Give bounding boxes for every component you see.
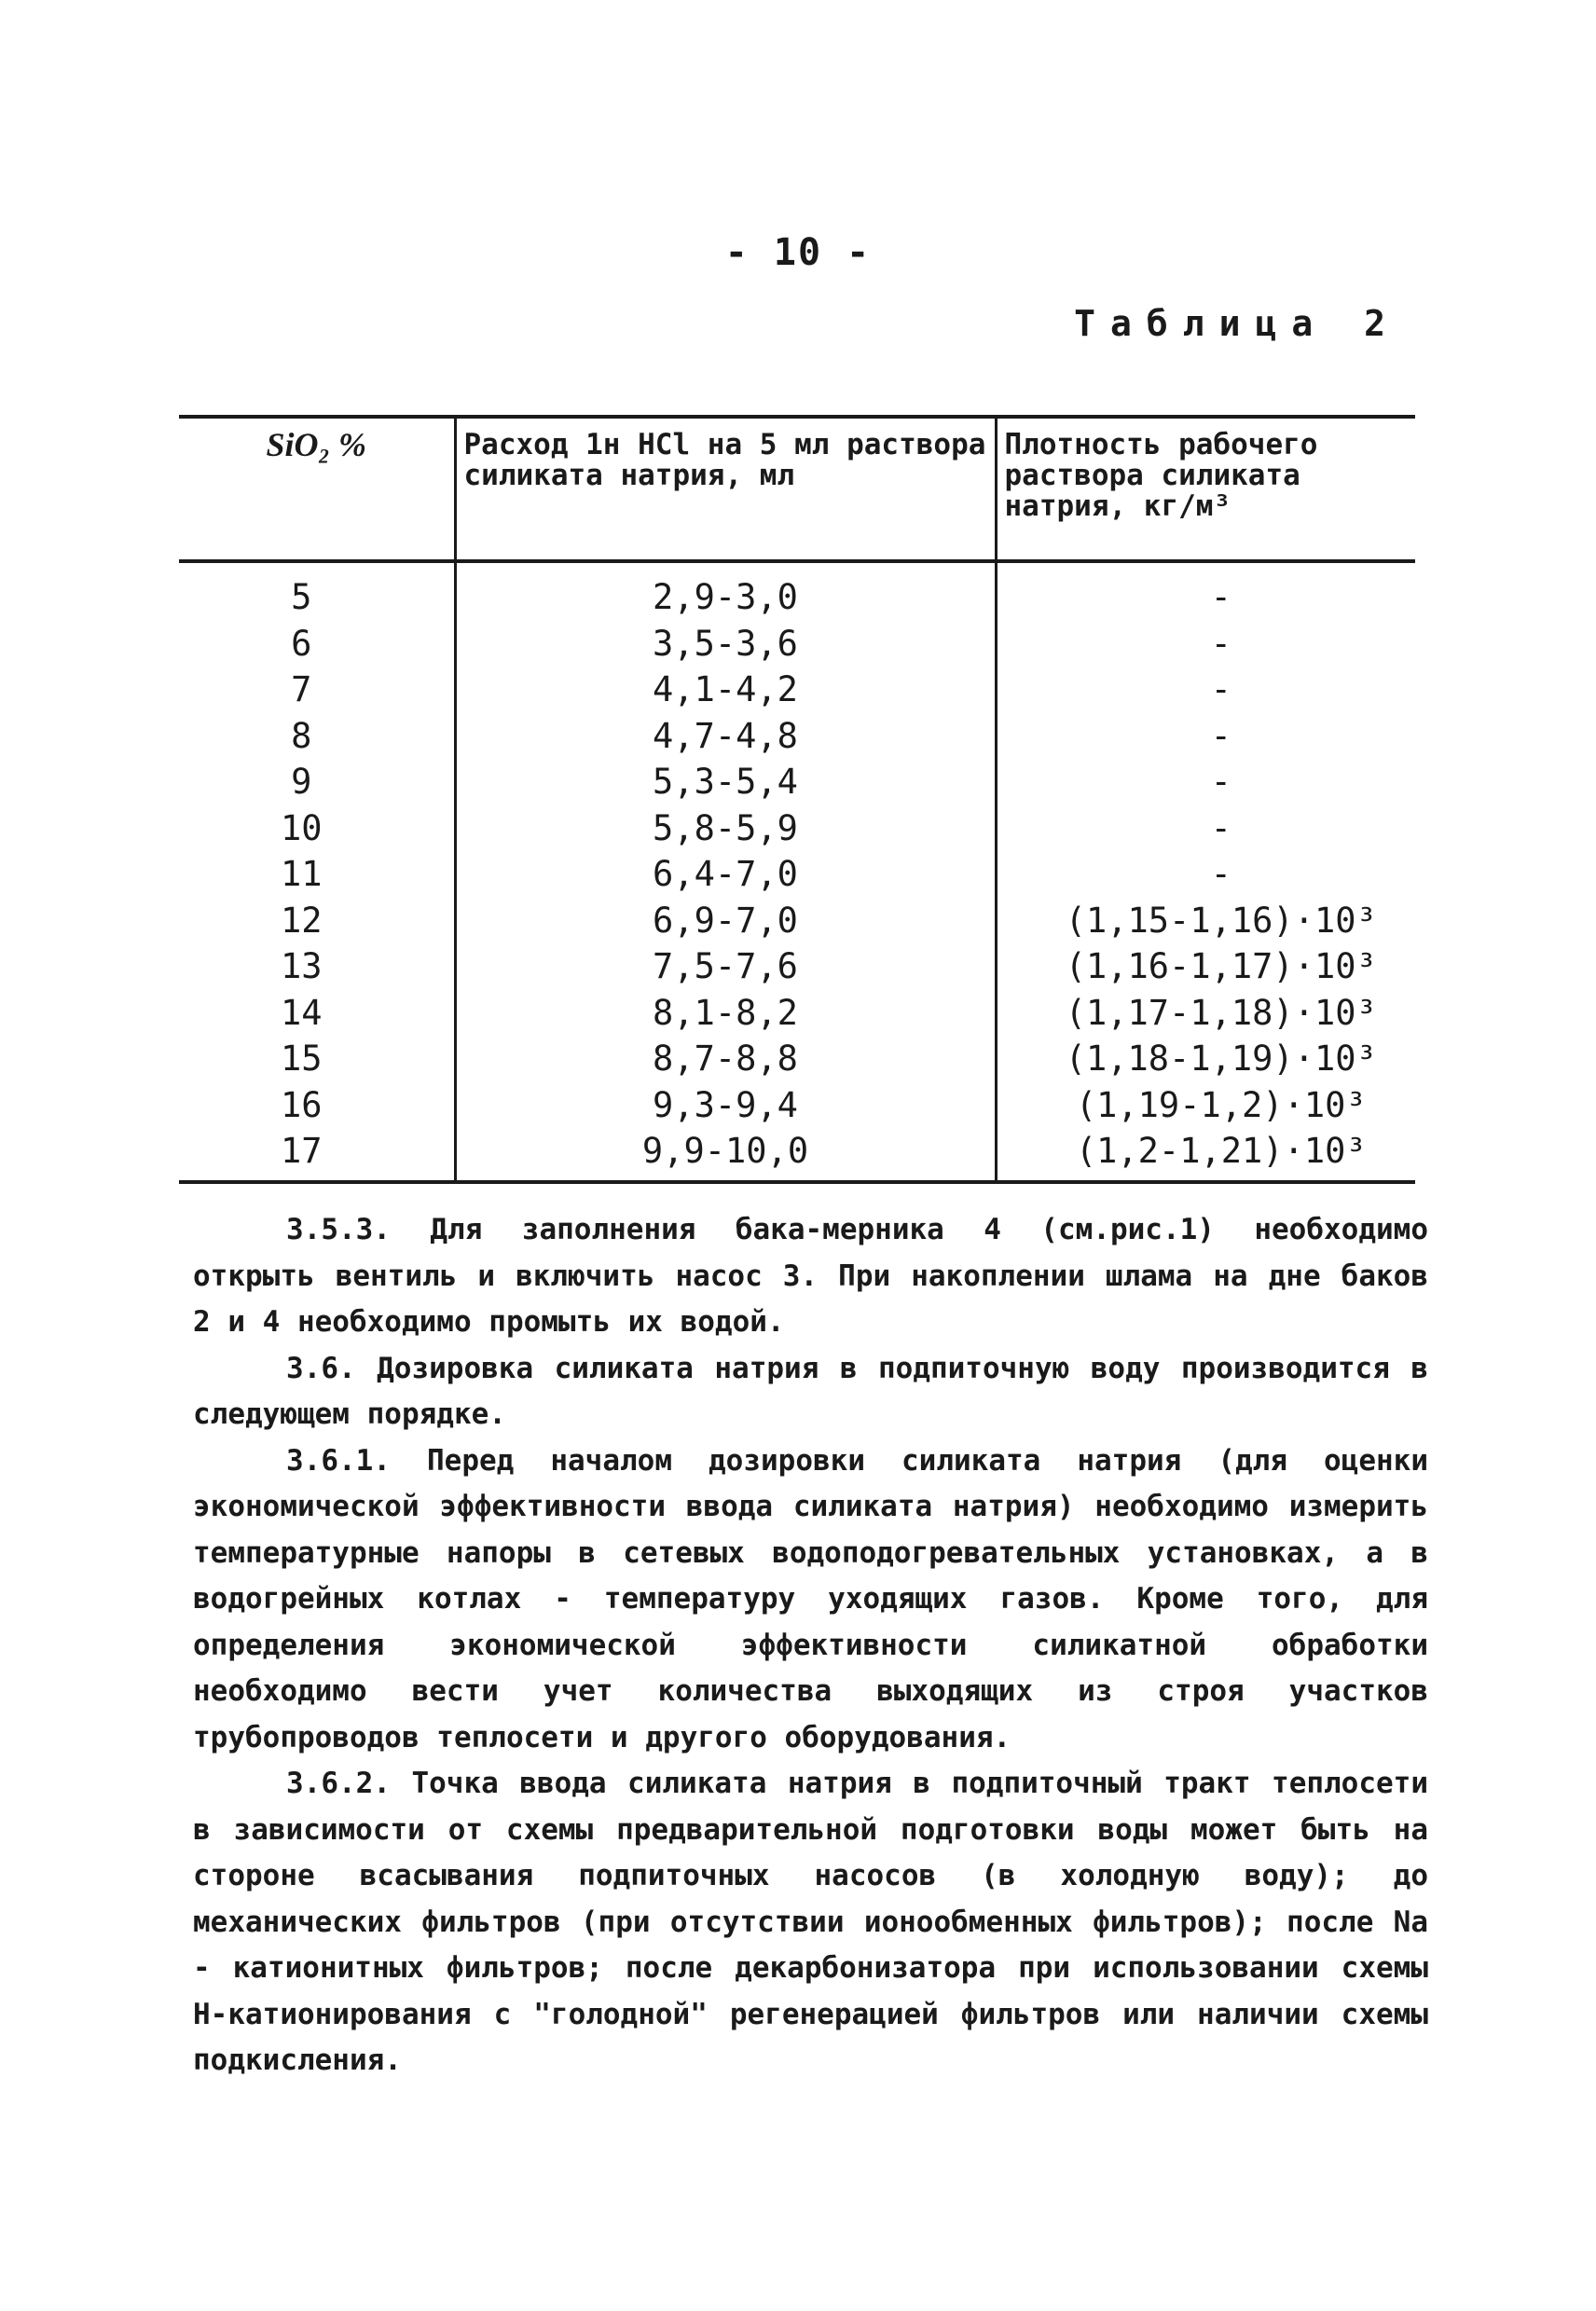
data-table [179, 415, 1415, 1184]
table-row [179, 898, 1415, 944]
paragraph-3-5-3: 3.5.3. Для заполнения бака-мерника 4 (см.рис.1) необходимо открыть вентиль и включить насос 3. При накоплении шлама на дне баков 2 и 4 необходимо промыть их водой. [193, 1213, 1428, 1339]
cell-hcl: 9,3-9,4 [455, 1082, 996, 1129]
table-row [179, 990, 1415, 1037]
cell-density: - [996, 561, 1415, 621]
cell-density: (1,16-1,17)·10³ [996, 943, 1415, 990]
table-row [179, 805, 1415, 852]
cell-sio2: 10 [280, 807, 323, 848]
cell-hcl: 8,1-8,2 [455, 990, 996, 1037]
table-row [179, 1036, 1415, 1082]
cell-sio2: 6 [291, 623, 312, 664]
table-row [179, 1082, 1415, 1129]
cell-sio2: 15 [280, 1039, 323, 1079]
cell-hcl: 5,3-5,4 [455, 759, 996, 805]
cell-hcl: 8,7-8,8 [455, 1036, 996, 1082]
cell-sio2: 5 [291, 577, 312, 617]
cell-density: (1,2-1,21)·10³ [996, 1128, 1415, 1182]
cell-density: - [996, 851, 1415, 898]
cell-density: - [996, 805, 1415, 852]
table-row [179, 851, 1415, 898]
table-caption: Таблица 2 [1074, 303, 1400, 344]
table-body [179, 561, 1415, 1182]
cell-density: - [996, 667, 1415, 713]
cell-hcl: 9,9-10,0 [455, 1128, 996, 1182]
cell-hcl: 3,5-3,6 [455, 621, 996, 667]
cell-density: - [996, 713, 1415, 760]
page-number: - 10 - [724, 231, 872, 274]
cell-hcl: 4,7-4,8 [455, 713, 996, 760]
cell-density: (1,19-1,2)·10³ [996, 1082, 1415, 1129]
paragraph-3-6-2: 3.6.2. Точка ввода силиката натрия в подпиточный тракт теплосети в зависимости от схемы предварительной подготовки воды может быть на стороне всасывания подпиточных насосов (в холодную воду); до механических фильтров (при отсутствии ионообменных фильтров); после Na - катионитных фильтров; после декарбонизатора при использовании схемы Н-катионирования с "голодной" регенерацией фильтров или наличии схемы подкисления. [193, 1767, 1428, 2077]
table-row [179, 667, 1415, 713]
paragraph-3-6: 3.6. Дозировка силиката натрия в подпиточную воду производится в следующем порядке. [193, 1351, 1428, 1431]
cell-hcl: 2,9-3,0 [455, 561, 996, 621]
cell-sio2: 17 [280, 1131, 323, 1171]
cell-density: (1,15-1,16)·10³ [996, 898, 1415, 944]
cell-sio2: 14 [280, 992, 323, 1033]
cell-hcl: 4,1-4,2 [455, 667, 996, 713]
table-row [179, 759, 1415, 805]
cell-sio2: 16 [280, 1084, 323, 1125]
cell-hcl: 6,9-7,0 [455, 898, 996, 944]
cell-hcl: 5,8-5,9 [455, 805, 996, 852]
column-header-hcl: Расход 1н HCl на 5 мл раствора силиката натрия, мл [455, 417, 996, 561]
paragraph-3-6-1: 3.6.1. Перед началом дозировки силиката натрия (для оценки экономической эффективности ввода силиката натрия) необходимо измерить температурные напоры в сетевых водоподогревательных установках, а в водогрейных котлах - температуру уходящих газов. Кроме того, для определения экономической эффективности силикатной обработки необходимо вести учет количества выходящих из строя участков трубопроводов теплосети и другого оборудования. [193, 1443, 1428, 1754]
table-row [179, 561, 1415, 621]
cell-density: (1,18-1,19)·10³ [996, 1036, 1415, 1082]
cell-sio2: 8 [291, 715, 312, 756]
table-row [179, 713, 1415, 760]
column-header-density: Плотность рабочего раствора силиката натрия, кг/м³ [996, 417, 1415, 561]
cell-sio2: 12 [280, 900, 323, 941]
column-header-sio2: SiO₂ % [266, 426, 367, 463]
cell-sio2: 13 [280, 946, 323, 986]
cell-density: (1,17-1,18)·10³ [996, 990, 1415, 1037]
cell-hcl: 6,4-7,0 [455, 851, 996, 898]
cell-sio2: 9 [291, 762, 312, 802]
cell-sio2: 7 [291, 669, 312, 709]
cell-density: - [996, 759, 1415, 805]
cell-sio2: 11 [280, 854, 323, 894]
table-row [179, 1128, 1415, 1182]
table-row [179, 943, 1415, 990]
cell-hcl: 7,5-7,6 [455, 943, 996, 990]
body-text [193, 1207, 1428, 2084]
table-header-row [179, 417, 1415, 561]
cell-density: - [996, 621, 1415, 667]
table-row [179, 621, 1415, 667]
